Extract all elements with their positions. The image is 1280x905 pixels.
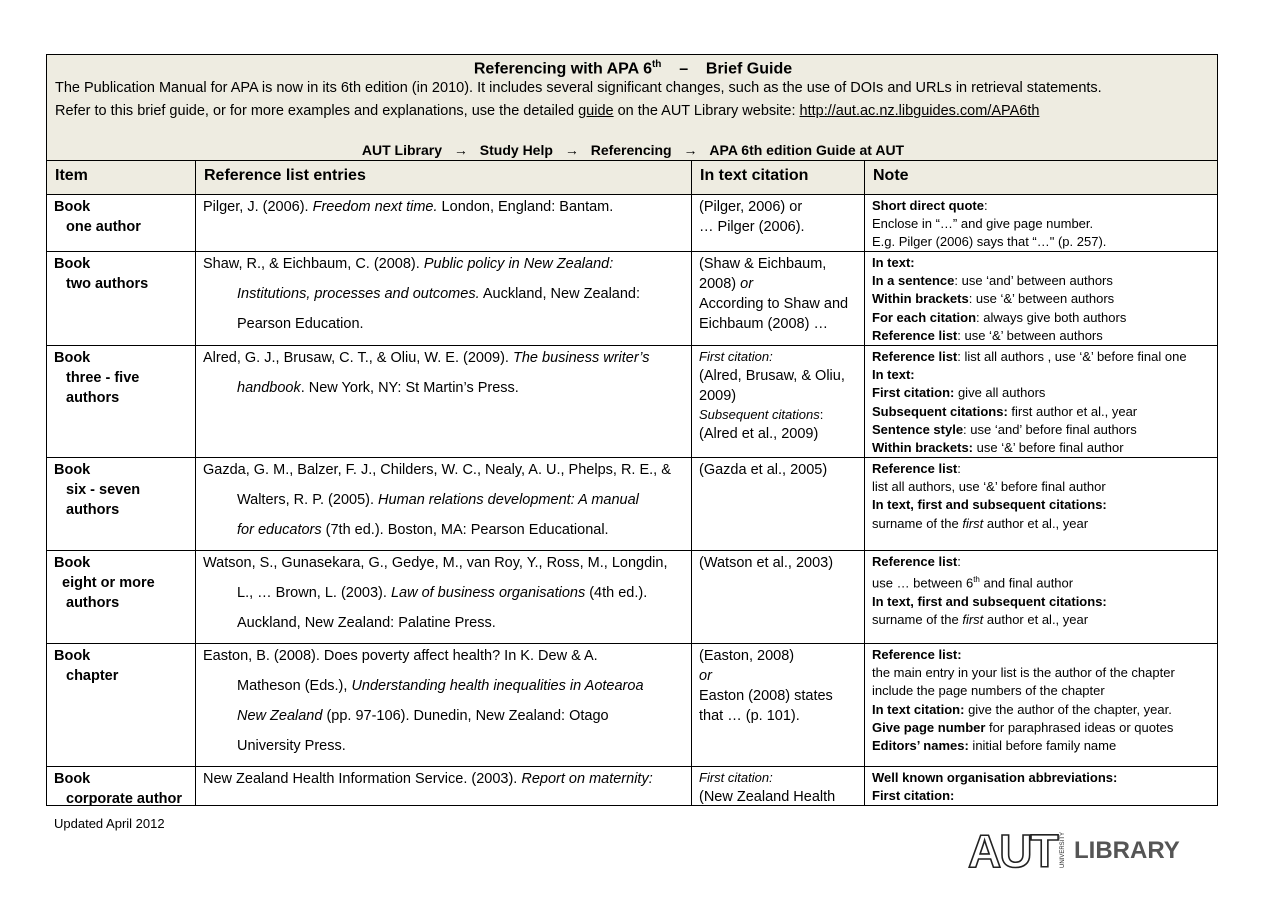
table-row [47, 195, 1218, 252]
breadcrumb-item: APA 6th edition Guide at AUT [709, 142, 905, 158]
guide-header [47, 55, 1218, 161]
citation-cell: (Shaw & Eichbaum, 2008) or According to Shaw and Eichbaum (2008) … [691, 252, 864, 345]
reference-cell: Alred, G. J., Brusaw, C. T., & Oliu, W. E. (2009). The business writer’s handbook. New York, NY: St Martin’s Press. [195, 346, 691, 457]
citation-cell: First citation: (New Zealand Health [691, 767, 864, 806]
page-title: Referencing with APA 6th – Brief Guide [473, 59, 793, 78]
reference-cell: New Zealand Health Information Service. (2003). Report on maternity: [195, 767, 691, 806]
arrow-icon: → [564, 142, 579, 158]
note-cell: In text: In a sentence: use ‘and’ between authors Within brackets: use ‘&’ between authors For each citation: always give both authors Reference list: use ‘&’ between authors [864, 252, 1218, 345]
arrow-icon: → [683, 142, 698, 158]
note-cell: Reference list: the main entry in your list is the author of the chapter include the page numbers of the chapter In text citation: give the author of the chapter, year. Give page number for paraphrased ideas or quotes Editors’ names: initial before family name [864, 644, 1218, 766]
column-header-reference: Reference list entries [195, 161, 691, 194]
table-row [47, 644, 1218, 767]
reference-cell: Watson, S., Gunasekara, G., Gedye, M., van Roy, Y., Ross, M., Longdin, L., … Brown, L. (2003). Law of business organisations (4th ed.). Auckland, New Zealand: Palatine Press. [195, 551, 691, 643]
logo-side-text: UNIVERSITY [1060, 831, 1066, 868]
table-row [47, 767, 1218, 806]
reference-cell: Gazda, G. M., Balzer, F. J., Childers, W. C., Nealy, A. U., Phelps, R. E., & Walters, R. P. (2005). Human relations development: A manual for educators (7th ed.). Boston, MA: Pearson Educational. [195, 458, 691, 550]
column-header-citation: In text citation [691, 161, 864, 194]
libguides-url-link[interactable]: http://aut.ac.nz.libguides.com/APA6th [799, 103, 1040, 119]
intro-line-2: Refer to this brief guide, or for more examples and explanations, use the detailed guide on the AUT Library website: http://aut.ac.nz.libguides.com/APA6th [55, 103, 1040, 119]
table-header-row [47, 161, 1218, 195]
item-cell: Book two authors [54, 256, 149, 292]
intro-line-1: The Publication Manual for APA is now in its 6th edition (in 2010). It includes several significant changes, such as the use of DOIs and URLs in retrieval statements. [55, 80, 1102, 96]
logo-mark: AUT [968, 825, 1057, 872]
table-row [47, 551, 1218, 644]
aut-library-logo [968, 824, 1198, 872]
reference-cell: Shaw, R., & Eichbaum, C. (2008). Public policy in New Zealand: Institutions, processes and outcomes. Auckland, New Zealand: Pearson Education. [195, 252, 691, 345]
breadcrumb [47, 142, 1218, 158]
citation-cell: (Easton, 2008) or Easton (2008) states that … (p. 101). [691, 644, 864, 766]
reference-cell: Easton, B. (2008). Does poverty affect health? In K. Dew & A. Matheson (Eds.), Understanding health inequalities in Aotearoa New Zealand (pp. 97-106). Dunedin, New Zealand: Otago University Press. [195, 644, 691, 766]
guide-link[interactable]: guide [578, 103, 614, 119]
breadcrumb-item: Referencing [590, 142, 672, 158]
arrow-icon: → [453, 142, 468, 158]
column-header-item: Item [55, 167, 88, 184]
item-cell: Book eight or more authors [54, 555, 155, 611]
note-cell: Short direct quote: Enclose in “…” and give page number. E.g. Pilger (2006) says that “…" (p. 257). [864, 195, 1218, 251]
citation-cell: First citation: (Alred, Brusaw, & Oliu, 2009) Subsequent citations: (Alred et al., 2009) [691, 346, 864, 457]
item-cell: Book corporate author [54, 771, 183, 806]
updated-date: Updated April 2012 [54, 816, 165, 831]
note-cell: Reference list: use … between 6th and final author In text, first and subsequent citations: surname of the first author et al., year [864, 551, 1218, 643]
note-cell: Reference list: list all authors, use ‘&’ before final author In text, first and subsequent citations: surname of the first author et al., year [864, 458, 1218, 550]
table-row [47, 458, 1218, 551]
note-cell: Reference list: list all authors , use ‘&’ before final one In text: First citation: give all authors Subsequent citations: first author et al., year Sentence style: use ‘and’ before final authors Within brackets: use ‘&’ before final author [864, 346, 1218, 457]
item-cell: Book three - five authors [54, 350, 140, 406]
column-header-note: Note [864, 161, 1218, 194]
note-cell: Well known organisation abbreviations: First citation: [864, 767, 1218, 806]
citation-cell: (Pilger, 2006) or … Pilger (2006). [691, 195, 864, 251]
table-row [47, 346, 1218, 458]
logo-word: LIBRARY [1074, 837, 1180, 864]
breadcrumb-item: AUT Library [361, 142, 443, 158]
item-cell: Book six - seven authors [54, 462, 141, 518]
reference-cell: Pilger, J. (2006). Freedom next time. London, England: Bantam. [195, 195, 691, 251]
item-cell: Book one author [54, 199, 141, 235]
item-cell: Book chapter [54, 648, 119, 684]
citation-cell: (Gazda et al., 2005) [691, 458, 864, 550]
table-row [47, 252, 1218, 346]
guide-table [46, 54, 1218, 806]
citation-cell: (Watson et al., 2003) [691, 551, 864, 643]
breadcrumb-item: Study Help [479, 142, 553, 158]
